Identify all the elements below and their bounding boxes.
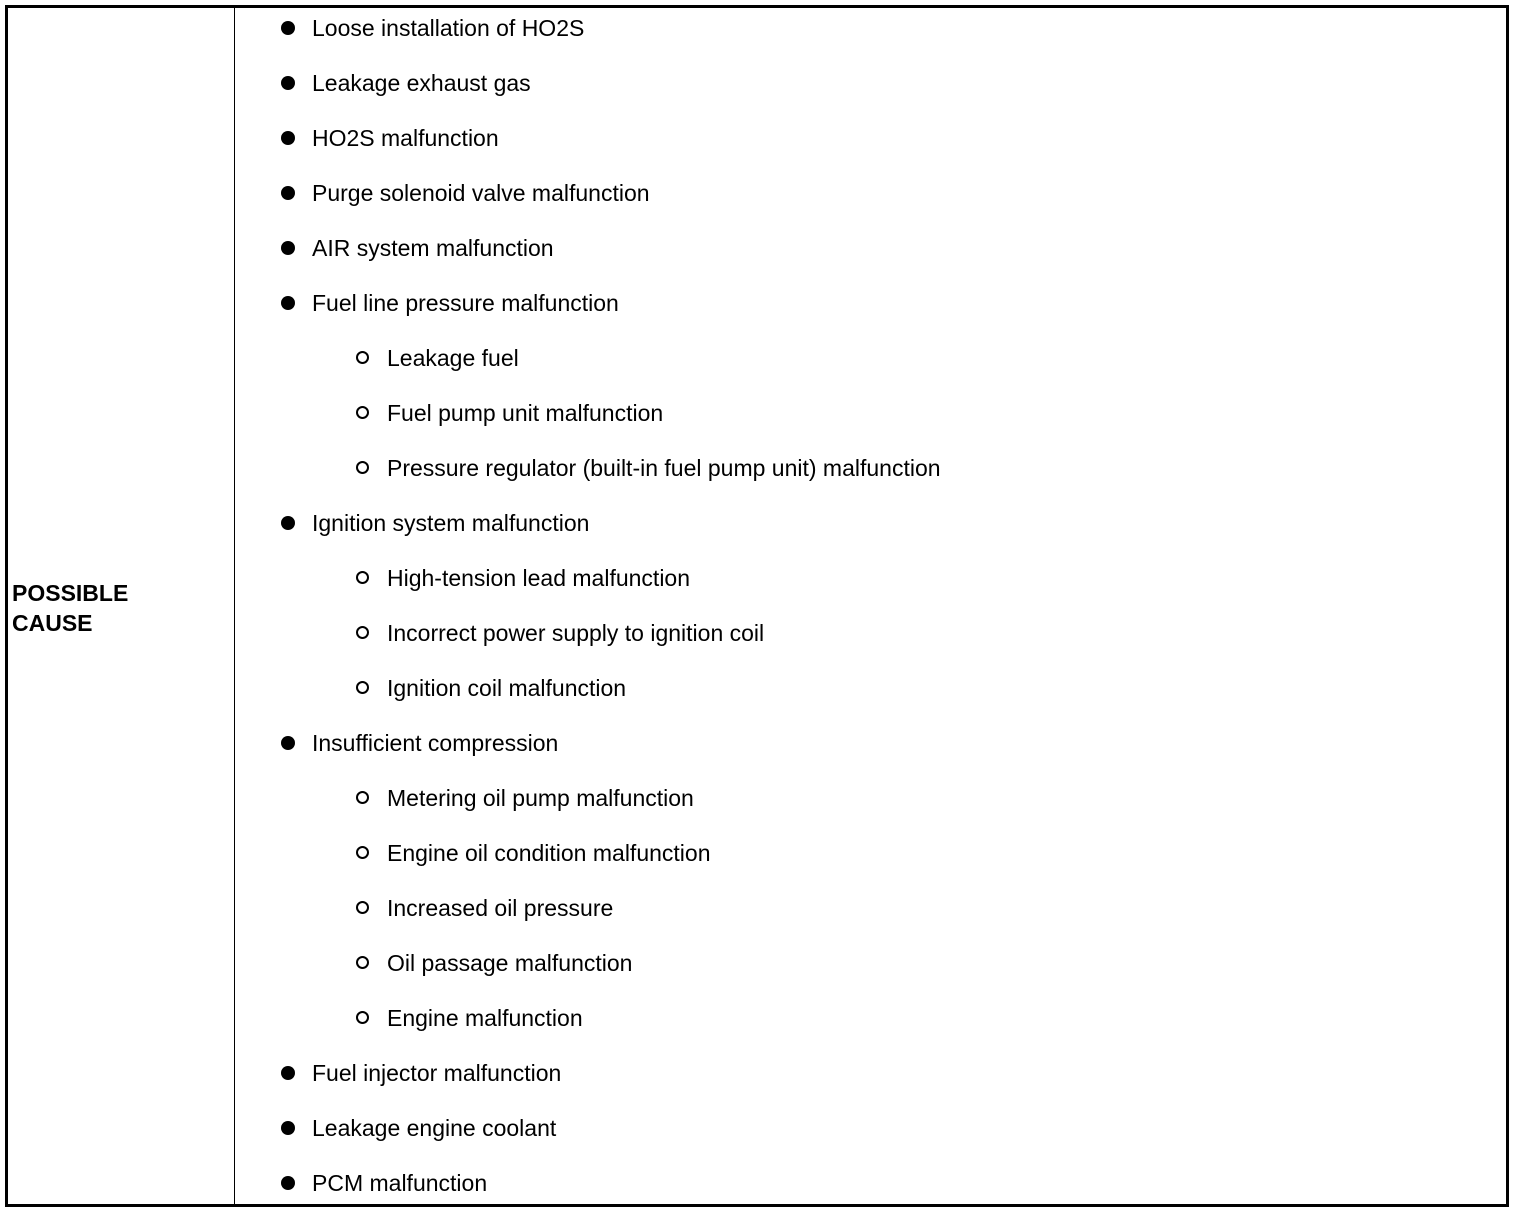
cause-text: Oil passage malfunction	[387, 950, 633, 976]
row-label-line1: POSSIBLE	[12, 580, 129, 606]
cause-list-cell	[235, 8, 1506, 1204]
cause-text: Leakage fuel	[387, 345, 519, 371]
cause-text: Engine oil condition malfunction	[387, 840, 711, 866]
cause-text: Engine malfunction	[387, 1005, 583, 1031]
hollow-circle-icon	[356, 901, 369, 914]
hollow-circle-icon	[356, 1011, 369, 1024]
cause-text: Ignition coil malfunction	[387, 675, 627, 701]
cause-text: PCM malfunction	[312, 1170, 488, 1196]
cause-text: Incorrect power supply to ignition coil	[387, 620, 765, 646]
hollow-circle-icon	[356, 571, 369, 584]
filled-circle-icon	[281, 131, 295, 145]
filled-circle-icon	[281, 1176, 295, 1190]
hollow-circle-icon	[356, 351, 369, 364]
filled-circle-icon	[281, 241, 295, 255]
filled-circle-icon	[281, 1121, 295, 1135]
cause-text: Purge solenoid valve malfunction	[312, 180, 650, 206]
cause-text: High-tension lead malfunction	[387, 565, 691, 591]
cause-text: Insufficient compression	[312, 730, 559, 756]
cause-text: Metering oil pump malfunction	[387, 785, 694, 811]
label-cell	[8, 8, 235, 1204]
cause-text: Fuel line pressure malfunction	[312, 290, 619, 316]
hollow-circle-icon	[356, 791, 369, 804]
row-label	[12, 578, 128, 638]
hollow-circle-icon	[356, 956, 369, 969]
hollow-circle-icon	[356, 626, 369, 639]
cause-text: Ignition system malfunction	[312, 510, 590, 536]
cause-text: Leakage engine coolant	[312, 1115, 557, 1141]
filled-circle-icon	[281, 21, 295, 35]
filled-circle-icon	[281, 186, 295, 200]
cause-text: Increased oil pressure	[387, 895, 614, 921]
cause-text: Loose installation of HO2S	[312, 15, 585, 41]
filled-circle-icon	[281, 516, 295, 530]
filled-circle-icon	[281, 296, 295, 310]
row-label-line2: CAUSE	[12, 610, 93, 636]
hollow-circle-icon	[356, 681, 369, 694]
hollow-circle-icon	[356, 846, 369, 859]
hollow-circle-icon	[356, 406, 369, 419]
cause-text: Fuel injector malfunction	[312, 1060, 562, 1086]
cause-text: Fuel pump unit malfunction	[387, 400, 664, 426]
filled-circle-icon	[281, 76, 295, 90]
hollow-circle-icon	[356, 461, 369, 474]
cause-text: AIR system malfunction	[312, 235, 554, 261]
filled-circle-icon	[281, 1066, 295, 1080]
cause-text: HO2S malfunction	[312, 125, 499, 151]
possible-cause-table	[5, 5, 1509, 1207]
cause-text: Leakage exhaust gas	[312, 70, 531, 96]
cause-text: Pressure regulator (built-in fuel pump unit) malfunction	[387, 455, 941, 481]
filled-circle-icon	[281, 736, 295, 750]
